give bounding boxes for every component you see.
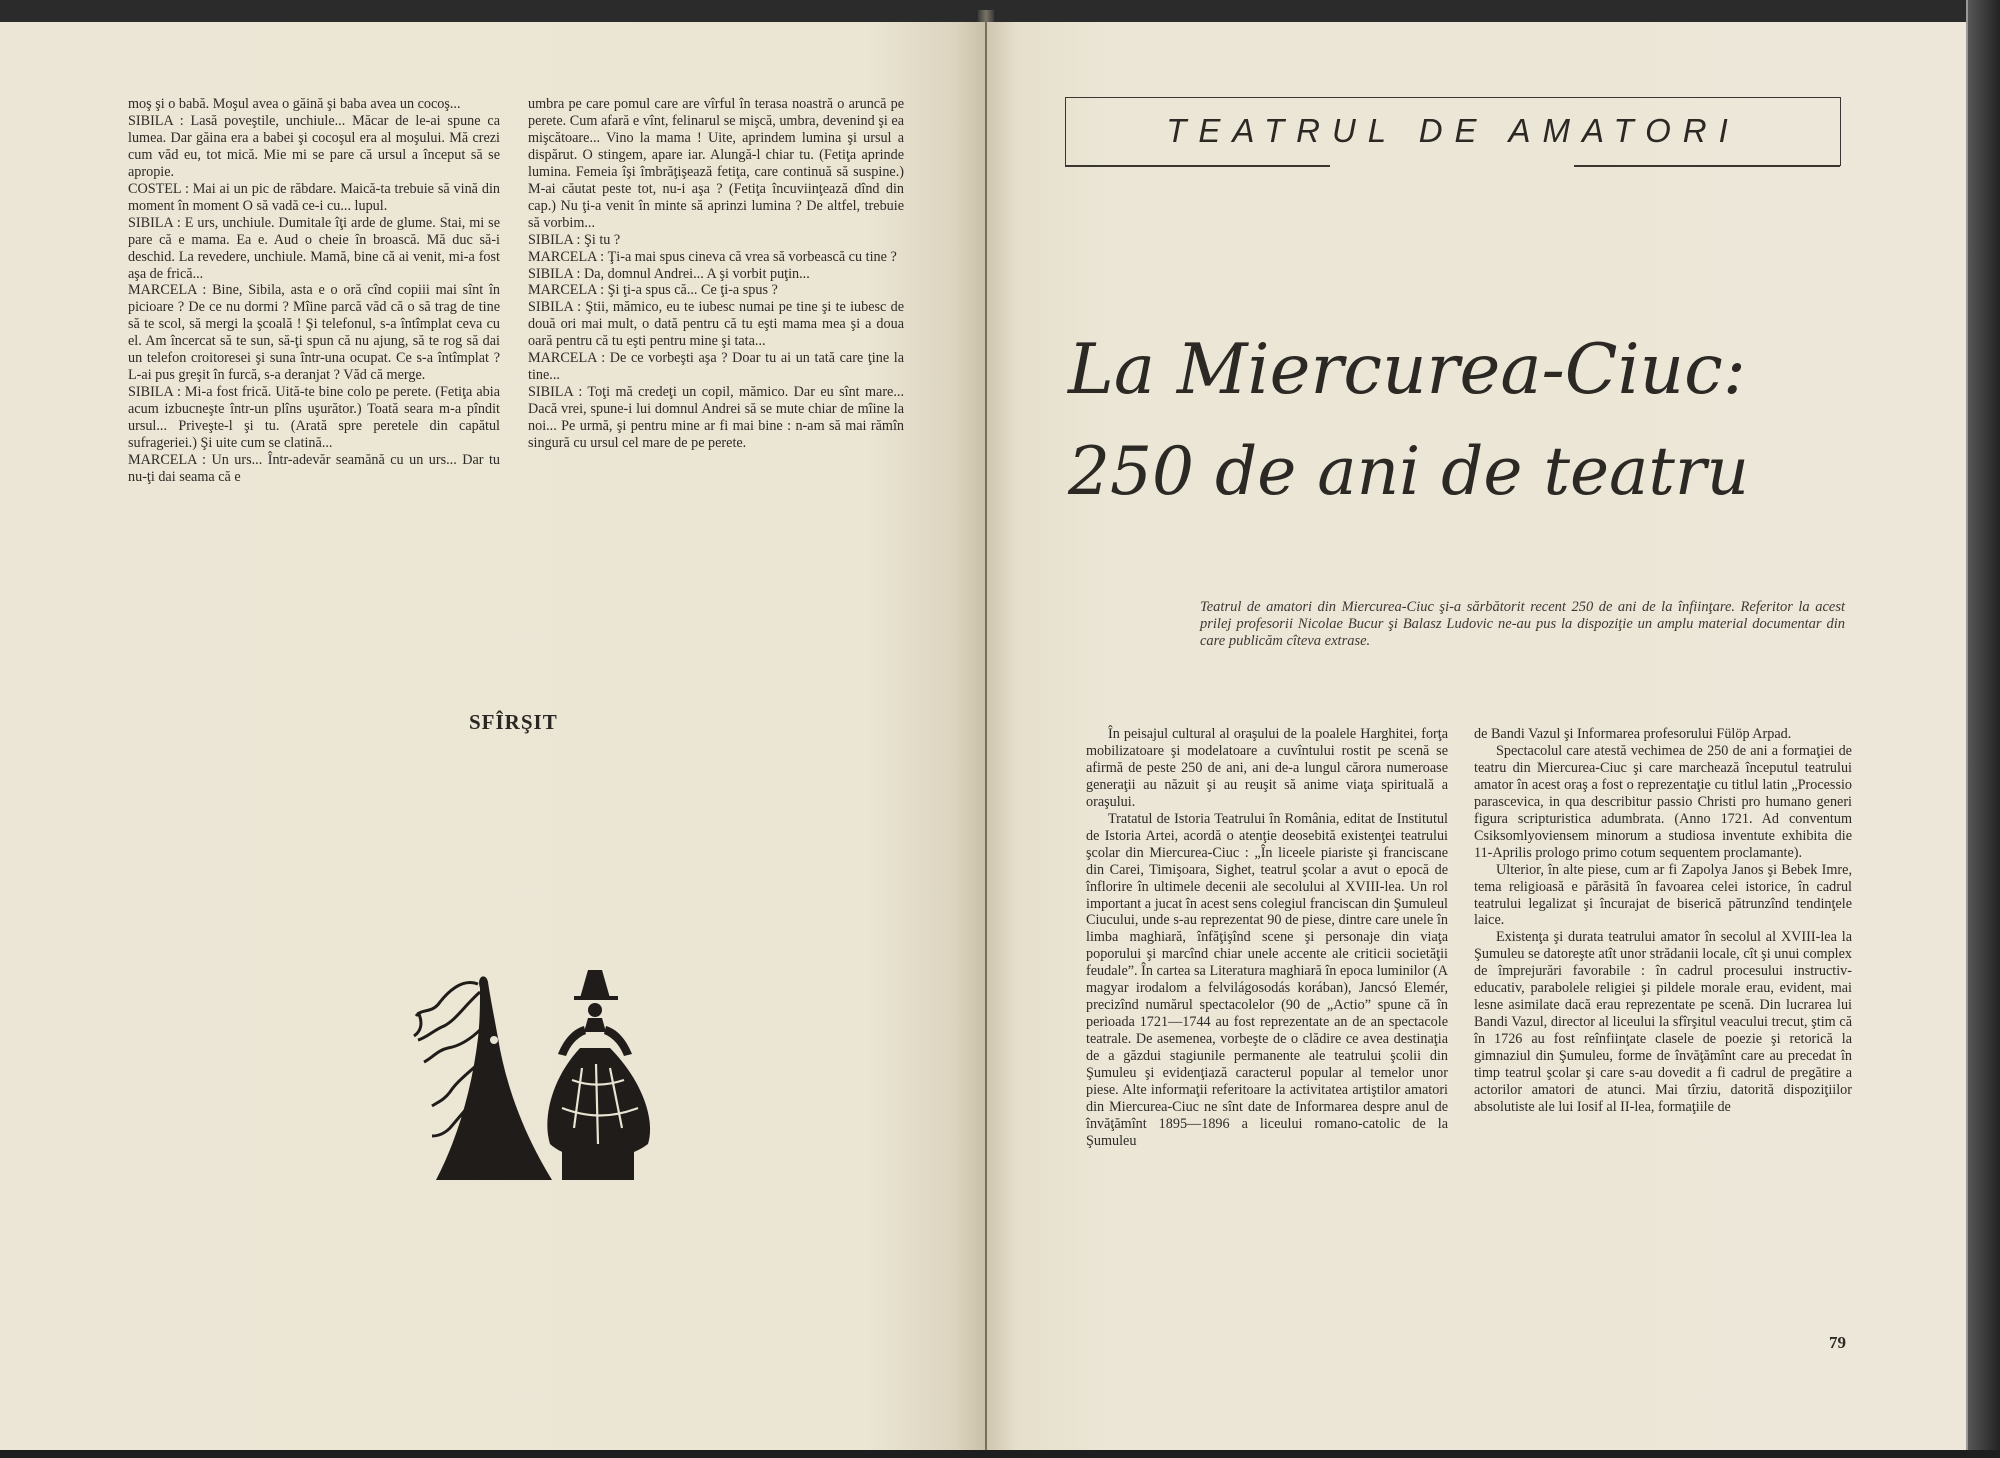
play-paragraph: SIBILA : Da, domnul Andrei... A şi vorbit puţin... [528, 265, 810, 282]
bottom-shadow [0, 1450, 2000, 1458]
play-paragraph: moş şi o babă. Moşul avea o găină şi baba avea un cocoş... [128, 96, 461, 112]
article-paragraph: În peisajul cultural al oraşului de la poalele Harghitei, forţa mobilizatoare şi modelatoare a cuvîntului rostit pe scenă se afirmă de peste 250 de ani, ani de-a lungul cărora numeroase generaţii au năzuit şi au reuşit să anime viaţa spirituală a oraşului. [1086, 726, 1448, 810]
article-paragraph: de Bandi Vazul şi Informarea profesorului Fülöp Arpad. [1474, 726, 1792, 742]
play-paragraph: SIBILA : Lasă poveştile, unchiule... Măcar de le-ai spune ca lumea. Dar găina era a babei şi cocoşul era al moşului. Mă crezi cum văd eu, tot mică. Mie mi se pare că ursul a început să se apropie. [128, 112, 500, 180]
play-paragraph: SIBILA : Toţi mă credeţi un copil, mămico. Dar eu sînt mare... Dacă vrei, spune-i lui domnul Andrei să se mute chiar de mîine la noi... Pe urmă, şi pentru mine ar fi mai bine : n-am să mai rămîn singură cu ursul cel mare de pe perete. [528, 384, 904, 452]
end-label: SFÎRŞIT [469, 710, 558, 734]
article-paragraph: Ulterior, în alte piese, cum ar fi Zapolya Janos şi Bebek Imre, tema religioasă e părăsită în favoarea celei istorice, în cadrul teatrului legalizat şi încurajat de biserică pătrunzînd tendinţele laice. [1474, 861, 1852, 929]
play-paragraph: MARCELA : De ce vorbeşti aşa ? Doar tu ai un tată care ţine la tine... [528, 350, 904, 384]
book-cover-edge [1966, 0, 2000, 1458]
play-paragraph: SIBILA : Mi-a fost frică. Uită-te bine colo pe perete. (Fetiţa abia acum izbucneşte într-un plîns uşurător.) Toată seara m-a pîndit ursul... Priveşte-l şi tu. (Arată spre peretele din capătul sufrageriei.) Şi uite cum se clatină... [128, 384, 500, 452]
banner-underline-right [1574, 165, 1840, 167]
banner-underline-left [1065, 165, 1330, 167]
play-paragraph: MARCELA : Ţi-a mai spus cineva că vrea să vorbească cu tine ? [528, 248, 897, 265]
play-paragraph: umbra pe care pomul care are vîrful în terasa noastră o aruncă pe perete. Cum afară e vînt, felinarul se mişcă, umbra, devenind şi ea mişcătoare... Vino la mama ! Uite, aprindem lumina şi ursul a dispărut. O stingem, apare iar. Alungă-l chiar tu. (Fetiţa aprinde lumina. Femeia îşi îmbrăţişează fetiţa, care continuă să suspine.) M-ai căutat peste tot, nu-i aşa ? (Fetiţa încuviinţează dînd din cap.) Nu ţi-a venit în minte să aprinzi lumina ? De altfel, trebuie să vorbim... [528, 96, 904, 231]
play-paragraph: SIBILA : Ştii, mămico, eu te iubesc numai pe tine şi te iubesc de două ori mai mult, o dată pentru că tu eşti mama mea şi a doua oară pentru că tu eşti pentru mine şi tata... [528, 299, 904, 350]
article-column-2 [1474, 726, 1852, 1116]
page-number: 79 [1829, 1333, 1846, 1352]
play-text-column-2 [528, 96, 904, 452]
article-title-line-2: 250 de ani de teatru [1068, 433, 1749, 510]
play-text-column-1 [128, 96, 500, 486]
article-paragraph: Spectacolul care atestă vechimea de 250 de ani a formaţiei de teatru din Miercurea-Ciuc şi care marchează începutul teatrului amator în acest oraş a fost o reprezentaţie cu titlul latin „Processio parascevica, in qua describitur passio Christi pro humano generi figura scripturistica adumbrata. (Anno 1721. Ad conventum Csiksomlyoviensem minorum a studiosa inventute exhibita die 11-Aprilis prologo primo cotum sequentem proclamante). [1474, 742, 1852, 861]
article-column-1 [1086, 726, 1448, 1150]
tall-figure-silhouette [436, 976, 552, 1180]
section-banner-title: TEATRUL DE AMATORI [1166, 112, 1740, 149]
play-paragraph: SIBILA : Şi tu ? [528, 231, 621, 248]
article-paragraph: Tratatul de Istoria Teatrului în România, editat de Institutul de Istoria Artei, acordă o atenţie deosebită existenţei teatrului şcolar din Miercurea-Ciuc : „În liceele piariste şi franciscane din Carei, Timişoara, Sighet, teatrul şcolar a avut o epocă de înflorire în ultimele decenii ale secolului al XVIII-lea. Un rol important a jucat în acest sens colegiul franciscan din Şumuleul Ciucului, unde s-au reprezentat 90 de piese, dintre care unele în limba maghiară, înfăţişînd scene şi personaje din viaţa poporului şi marcînd chiar unele accente ale criticii societăţii feudale”. În cartea sa Literatura maghiară în epoca luminilor (A magyar irodalom a felvilágosodás korában), Jancsó Elemér, precizînd numărul spectacolelor (90 de „Actio” spune că în perioada 1721—1744 au fost reprezentate an de an spectacole teatrale. De asemenea, vorbeşte de o clădire ce avea destinaţia de a găzdui stagiunile permanente ale teatrului şcolii din Şumuleu şi evidenţiază caracterul popular al temelor unor piese. Alte informaţii referitoare la activitatea artiştilor amatori din Miercurea-Ciuc ne sînt date de Informarea despre anul de învăţămînt 1895—1896 a liceului romano-catolic de la Şumuleu [1086, 810, 1448, 1149]
play-paragraph: MARCELA : Şi ţi-a spus că... Ce ţi-a spus ? [528, 282, 778, 299]
play-paragraph: COSTEL : Mai ai un pic de răbdare. Maică-ta trebuie să vină din moment în moment O să vadă ce-i cu... lupul. [128, 180, 500, 214]
play-paragraph: SIBILA : E urs, unchiule. Dumitale îţi arde de glume. Stai, mi se pare că e mama. Ea e. Aud o cheie în broască. Mă duc să-i deschid. La revedere, unchiule. Mamă, bine că ai venit, mi-a fost aşa de frică... [128, 214, 500, 282]
play-paragraph: MARCELA : Bine, Sibila, asta e o oră cînd copiii mai sînt în picioare ? De ce nu dormi ? Mîine parcă văd că o să trag de tine să te scol, să mergi la şcoală ! Şi telefonul, s-a întîmplat ceva cu el. Am încercat să te sun, să-ţi spun că nu ajung, să te rog să dai un telefon croitoresei şi suna într-una ocupat. Ce s-a întîmplat ? L-ai pus greşit în furcă, s-a deranjat ? Văd că merge. [128, 282, 500, 384]
silhouette-illustration [402, 968, 672, 1198]
play-paragraph: MARCELA : Un urs... Într-adevăr seamănă cu un urs... Dar tu nu-ţi dai seama că e [128, 452, 500, 485]
lady-figure-silhouette [547, 970, 650, 1180]
article-paragraph: Existenţa şi durata teatrului amator în secolul al XVIII-lea la Şumuleu se datoreşte atît unor strădanii locale, cît şi unui complex de împrejurări favorabile : în cadrul procesului instructiv-educativ, parabolele religiei şi pildele morale erau, evident, mai lesne asimilate dacă erau reprezentate pe scenă. Din lucrarea lui Bandi Vazul, director al liceului la sfîrşitul veacului trecut, ştim că în 1726 au fost reînfiinţate clasele de poezie şi retorică la gimnaziul din Şumuleu, forme de învăţămînt care au precedat în timp teatrul şcolar şi care s-au dovedit a fi cadrul de pregătire a actorilor amatori de atunci. Mai tîrziu, datorită dispoziţiilor absolutiste ale lui Iosif al II-lea, formaţiile de [1474, 929, 1852, 1115]
article-intro: Teatrul de amatori din Miercurea-Ciuc şi-a sărbătorit recent 250 de ani de la înfiinţare. Referitor la acest prilej profesorii Nicolae Bucur şi Balasz Ludovic ne-au pus la dispoziţie un amplu material documentar din care publicăm cîteva extrase. [1200, 599, 1845, 649]
article-title-line-1: La Miercurea-Ciuc: [1068, 330, 1746, 410]
